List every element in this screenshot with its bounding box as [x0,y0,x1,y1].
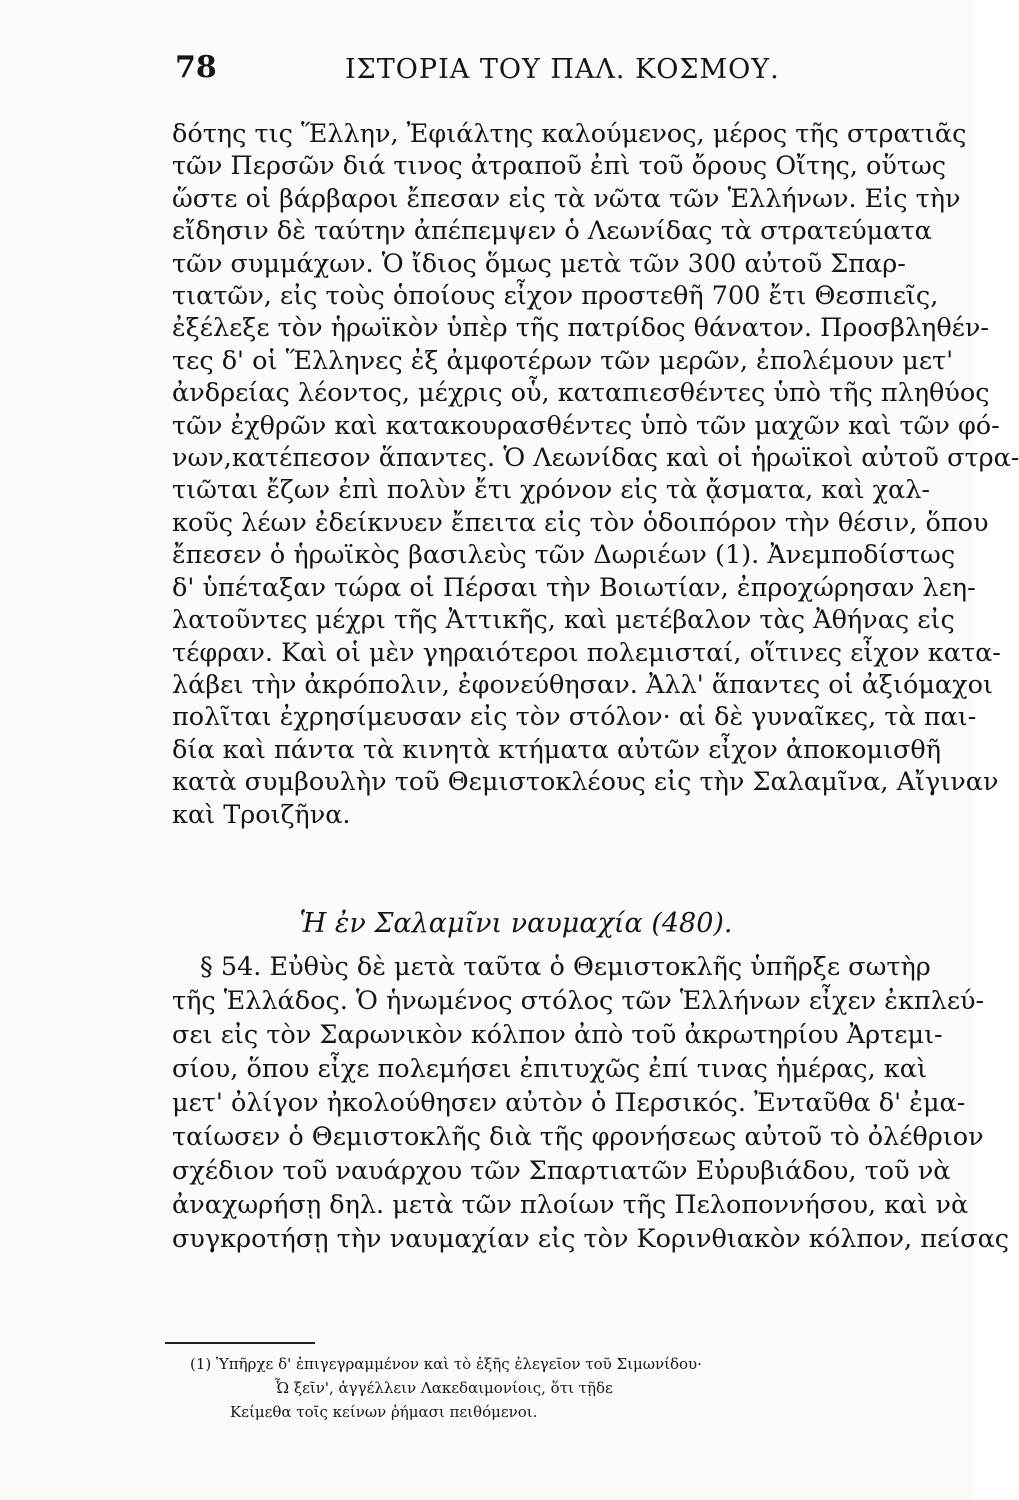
text-line: τῶν συμμάχων. Ὁ ἴδιος ὅμως μετὰ τῶν 300 αὐτοῦ Σπαρ- [172,248,906,279]
text-line: λατοῦντες μέχρι τῆς Ἀττικῆς, καὶ μετέβαλον τὰς Ἀθήνας εἰς [172,605,955,636]
text-line: ἀναχωρήσῃ δηλ. μετὰ τῶν πλοίων τῆς Πελοποννήσου, καὶ νὰ [172,1190,969,1220]
text-line: ὥστε οἱ βάρβαροι ἔπεσαν εἰς τὰ νῶτα τῶν Ἑλλήνων. Εἰς τὴν [172,183,961,214]
text-line: εἴδησιν δὲ ταύτην ἀπέπεμψεν ὁ Λεωνίδας τὰ στρατεύματα [172,216,932,247]
section-heading: Ἡ ἐν Σαλαμῖνι ναυμαχία (480). [299,908,733,939]
text-line: κοῦς λέων ἐδείκνυεν ἔπειτα εἰς τὸν ὁδοιπόρον τὴν θέσιν, ὅπου [172,507,989,538]
text-line: τῶν ἐχθρῶν καὶ κατακουρασθέντες ὑπὸ τῶν μαχῶν καὶ τῶν φό- [172,410,1000,441]
text-line: ἔπεσεν ὁ ἡρωϊκὸς βασιλεὺς τῶν Δωριέων (1). Ἀνεμποδίστως [172,540,956,571]
page-number: 78 [175,50,217,85]
footnote-line: (1) Ὑπῆρχε δ' ἐπιγεγραμμένον καὶ τὸ ἑξῆς ἐλεγεῖον τοῦ Σιμωνίδου· [190,1355,702,1373]
text-line: ταίωσεν ὁ Θεμιστοκλῆς διὰ τῆς φρονήσεως αὐτοῦ τὸ ὀλέθριον [172,1122,984,1152]
text-line: νων,κατέπεσον ἅπαντες. Ὁ Λεωνίδας καὶ οἱ ἡρωϊκοὶ αὐτοῦ στρα- [172,443,1019,474]
page-header [175,50,855,100]
footnote-verse-line: Κείμεθα τοῖς κείνων ῥήμασι πειθόμενοι. [230,1403,538,1421]
text-line: § 54. Εὐθὺς δὲ μετὰ ταῦτα ὁ Θεμιστοκλῆς ὑπῆρξε σωτὴρ [200,952,931,982]
footnote-divider [165,1342,315,1344]
running-head: ΙΣΤΟΡΙΑ ΤΟΥ ΠΑΛ. ΚΟΣΜΟΥ. [345,54,780,85]
text-line: τῶν Περσῶν διά τινος ἀτραποῦ ἐπὶ τοῦ ὄρους Οἴτης, οὕτως [172,151,947,182]
text-line: τῆς Ἑλλάδος. Ὁ ἡνωμένος στόλος τῶν Ἑλλήνων εἶχεν ἐκπλεύ- [172,986,985,1016]
text-line: συγκροτήσῃ τὴν ναυμαχίαν εἰς τὸν Κορινθιακὸν κόλπον, πείσας [172,1224,1010,1254]
text-line: λάβει τὴν ἀκρόπολιν, ἐφονεύθησαν. Ἀλλ' ἅπαντες οἱ ἀξιόμαχοι [172,669,993,700]
text-line: τέφραν. Καὶ οἱ μὲν γηραιότεροι πολεμισταί, οἵτινες εἶχον κατα- [172,637,1001,668]
section-text [172,950,1010,1256]
text-line: καὶ Τροιζῆνα. [172,799,351,830]
main-text [172,118,1019,831]
text-line: τιατῶν, εἰς τοὺς ὁποίους εἶχον προστεθῆ 700 ἔτι Θεσπιεῖς, [172,281,939,312]
text-line: δότης τις Ἕλλην, Ἐφιάλτης καλούμενος, μέρος τῆς στρατιᾶς [172,119,967,149]
footnote-verse-line: Ὦ ξεῖν', ἀγγέλλειν Λακεδαιμονίοις, ὅτι τῇδε [275,1379,613,1397]
text-line: σχέδιον τοῦ ναυάρχου τῶν Σπαρτιατῶν Εὐρυβιάδου, τοῦ νὰ [172,1156,951,1186]
text-line: σίου, ὅπου εἶχε πολεμήσει ἐπιτυχῶς ἐπί τινας ἡμέρας, καὶ [172,1054,927,1084]
text-line: δ' ὑπέταξαν τώρα οἱ Πέρσαι τὴν Βοιωτίαν, ἐπροχώρησαν λεη- [172,572,976,603]
text-line: κατὰ συμβουλὴν τοῦ Θεμιστοκλέους εἰς τὴν Σαλαμῖνα, Αἴγιναν [172,767,999,798]
text-line: μετ' ὀλίγον ἠκολούθησεν αὐτὸν ὁ Περσικός. Ἐνταῦθα δ' ἐμα- [172,1088,966,1118]
text-line: τες δ' οἱ Ἕλληνες ἐξ ἀμφοτέρων τῶν μερῶν, ἐπολέμουν μετ' [172,345,954,376]
footnotes [190,1352,830,1424]
text-line: ἀνδρείας λέοντος, μέχρις οὗ, καταπιεσθέντες ὑπὸ τῆς πληθύος [172,378,990,409]
text-line: τιῶται ἔζων ἐπὶ πολὺν ἔτι χρόνον εἰς τὰ ᾄσματα, καὶ χαλ- [172,475,931,506]
text-line: πολῖται ἐχρησίμευσαν εἰς τὸν στόλον· αἱ δὲ γυναῖκες, τὰ παι- [172,702,977,733]
text-line: δία καὶ πάντα τὰ κινητὰ κτήματα αὐτῶν εἶχον ἀποκομισθῆ [172,734,942,765]
text-line: σει εἰς τὸν Σαρωνικὸν κόλπον ἀπὸ τοῦ ἀκρωτηρίου Ἀρτεμι- [172,1020,943,1050]
text-line: ἐξέλεξε τὸν ἡρωϊκὸν ὑπὲρ τῆς πατρίδος θάνατον. Προσβληθέν- [172,313,989,344]
